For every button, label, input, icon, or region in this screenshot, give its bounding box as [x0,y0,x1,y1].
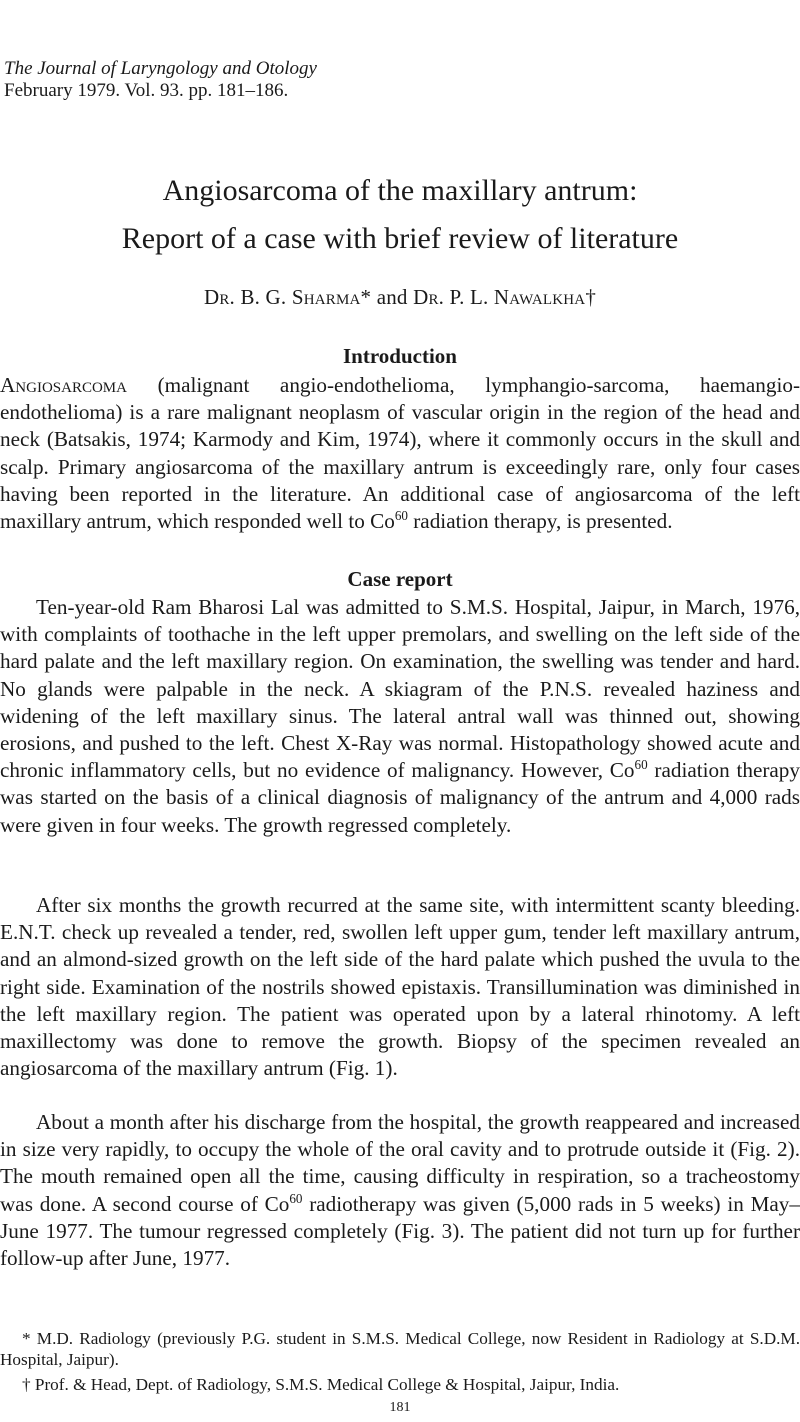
intro-lead-word: Angiosarcoma [0,373,127,397]
case-paragraph-3 [0,1109,800,1272]
case-p3-superscript: 60 [289,1190,303,1206]
intro-text-b: radiation therapy, is presented. [407,509,673,534]
journal-citation [4,58,317,102]
intro-heading: Introduction [343,344,457,368]
journal-name: The Journal of Laryngology and Otology [4,58,317,79]
intro-text-a: (malignant angio-endothelioma, lymphangio-sarcoma, haemangio-endothelioma) is a rare malignant neoplasm of vascular origin in the region of the head and neck (Batsakis, 1974; Karmody and Kim, 1974), where it commonly occurs in the skull and scalp. Primary angiosarcoma of the maxillary antrum is exceedingly rare, only four cases having been reported in the literature. An additional case of angiosarcoma of the left maxillary antrum, which responded well to Co [0,373,800,534]
author-1-mark: * [360,285,372,309]
article-title [0,172,800,258]
author-line [0,284,800,310]
case-paragraph-2: After six months the growth recurred at the same site, with intermittent scanty bleeding. E.N.T. check up revealed a tender, red, swollen left upper gum, tender left maxillary antrum, and an almond-sized growth on the left side of the hard palate which pushed the uvula to the right side. Examination of the nostrils showed epistaxis. Transillumination was diminished in the left maxillary region. The patient was operated upon by a lateral rhinotomy. A left maxillectomy was done to remove the growth. Biopsy of the specimen revealed an angiosarcoma of the maxillary antrum (Fig. 1). [0,893,800,1081]
case-p1-text-b: radiation therapy was started on the basis of a clinical diagnosis of malignancy of the antrum and 4,000 rads were given in four weeks. The growth regressed completely. [0,758,800,837]
case-p1-superscript: 60 [634,757,648,773]
author-joiner: and [371,285,414,309]
case-p1-text-a: Ten-year-old Ram Bharosi Lal was admitted to S.M.S. Hospital, Jaipur, in March, 1976, with complaints of toothache in the left upper premolars, and swelling on the left side of the hard palate and the left maxillary region. On examination, the swelling was tender and hard. No glands were palpable in the neck. A skiagram of the P.N.S. revealed haziness and widening of the left maxillary sinus. The lateral antral wall was thinned out, showing erosions, and pushed to the left. Chest X-Ray was normal. Histopathology showed acute and chronic inflammatory cells, but no evidence of malignancy. However, Co [0,595,800,783]
intro-superscript: 60 [394,508,408,524]
author-2: Dr. P. L. Nawalkha [413,285,586,309]
title-line-2: Report of a case with brief review of literature [121,222,679,255]
intro-paragraph [0,372,800,535]
footnote-1: * M.D. Radiology (previously P.G. student in S.M.S. Medical College, now Resident in Radiology at S.D.M. Hospital, Jaipur). [0,1329,800,1369]
case-p3-text-b: radiotherapy was given (5,000 rads in 5 weeks) in May–June 1977. The tumour regressed completely (Fig. 3). The patient did not turn up for further follow-up after June, 1977. [0,1191,800,1271]
author-2-mark: † [585,285,597,309]
footnote-2: † Prof. & Head, Dept. of Radiology, S.M.S. Medical College & Hospital, Jaipur, India. [22,1375,620,1394]
page-number: 181 [389,1400,411,1415]
case-paragraph-1 [0,594,800,839]
case-p3-text-a: About a month after his discharge from the hospital, the growth reappeared and increased in size very rapidly, to occupy the whole of the oral cavity and to protrude outside it (Fig. 2). The mouth remained open all the time, causing difficulty in respiration, so a tracheostomy was done. A second course of Co [0,1110,800,1216]
case-heading: Case report [347,567,453,591]
title-line-1: Angiosarcoma of the maxillary antrum: [162,174,638,207]
journal-issue: February 1979. Vol. 93. pp. 181–186. [4,80,289,101]
author-1: Dr. B. G. Sharma [203,285,361,309]
